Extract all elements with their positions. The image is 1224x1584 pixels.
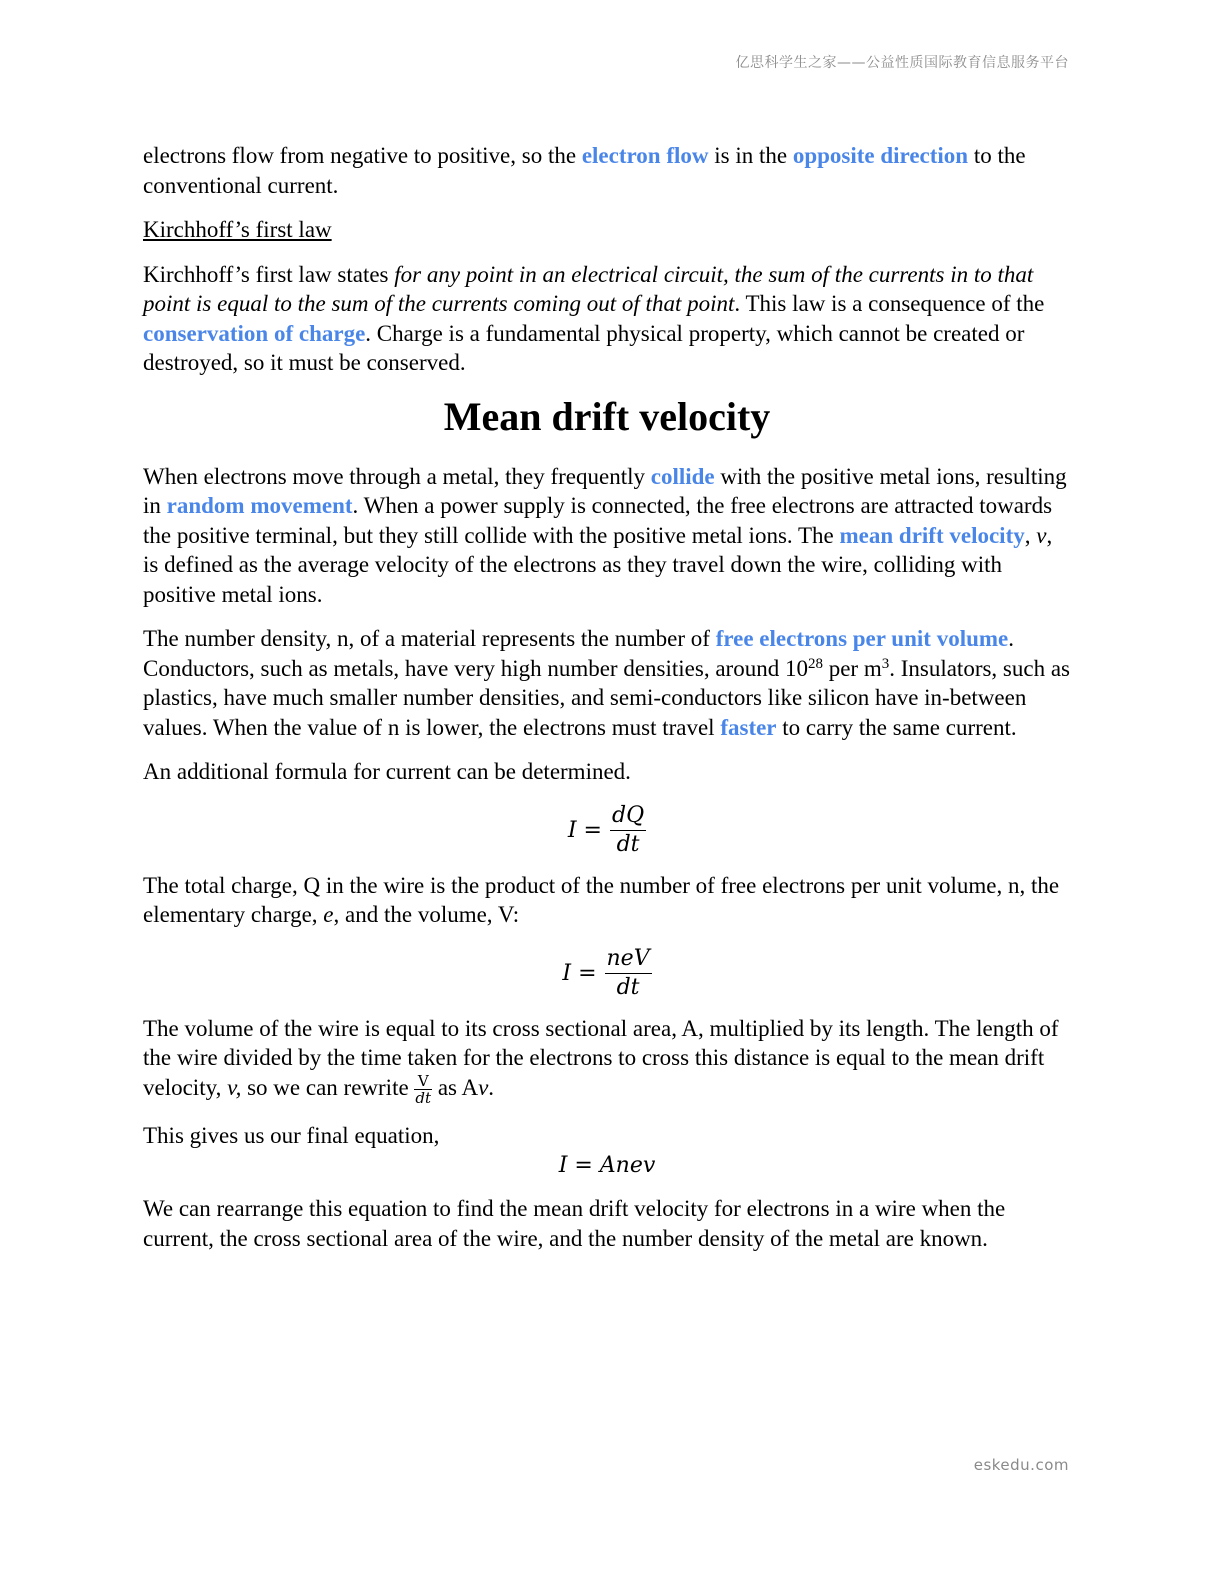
equation-final: I = Anev	[558, 1153, 656, 1179]
keyword-faster: faster	[720, 714, 777, 740]
numerator: dQ	[610, 802, 646, 831]
text-run: electrons flow from negative to positive, so the	[143, 143, 582, 168]
fraction	[610, 802, 646, 859]
equation-current-dq-dt	[143, 802, 1071, 859]
paragraph-drift-intro	[143, 462, 1071, 610]
symbol-v: v,	[227, 1074, 242, 1100]
paragraph-final-equation-intro: This gives us our final equation,	[143, 1122, 440, 1148]
text-run: The volume of the wire is equal to its cross sectional area, A, multiplied by its length. The length of the wire divided by the time taken for the electrons to cross this distance is equal to the mean drift velocity,	[143, 1015, 1059, 1100]
equation-lhs: I =	[567, 817, 602, 843]
paragraph-additional-formula: An additional formula for current can be determined.	[143, 759, 631, 784]
text-run: . Conductors, such as metals, have very high number densities, around 10	[143, 626, 1014, 681]
symbol-e: e	[323, 902, 334, 927]
text-run: Kirchhoff’s first law states	[143, 261, 395, 287]
text-run: to the conventional current.	[143, 143, 1026, 198]
text-run: is in the	[708, 143, 793, 168]
page-header: 亿思科学生之家——公益性质国际教育信息服务平台	[735, 55, 1069, 71]
text-run: ,	[1024, 522, 1037, 548]
document-body	[143, 141, 1071, 1268]
text-run: The total charge, Q in the wire is the product of the number of free electrons per unit volume, n, the elementary charge,	[143, 872, 1060, 927]
keyword-free-electrons: free electrons per unit volume	[715, 626, 1009, 651]
paragraph-kirchhoff	[143, 260, 1071, 378]
page-footer: eskedu.com	[973, 1456, 1069, 1474]
exponent: 3	[881, 655, 890, 672]
text-run: . When a power supply is connected, the free electrons are attracted towards the positive terminal, but they still collide with the positive metal ions. The	[143, 493, 1053, 548]
paragraph-volume	[143, 1014, 1071, 1106]
text-run: as A	[432, 1074, 479, 1100]
paragraph-total-charge	[143, 871, 1071, 930]
symbol-v: v	[1036, 522, 1047, 548]
text-run: with the positive metal ions, resulting in	[143, 463, 1067, 518]
subheading-text: Kirchhoff’s first law	[143, 217, 332, 242]
paragraph-rearrange: We can rearrange this equation to find the mean drift velocity for electrons in a wire when the current, the cross sectional area of the wire, and the number density of the metal are known.	[143, 1196, 1006, 1251]
denominator: dt	[616, 831, 640, 857]
text-run: The number density, n, of a material represents the number of	[143, 626, 716, 651]
denominator: dt	[616, 974, 640, 1000]
text-run: When electrons move through a metal, they frequently	[143, 463, 651, 489]
equation-current-nev-dt	[143, 945, 1071, 1002]
text-run: to carry the same current.	[776, 714, 1017, 740]
subheading-kirchhoff	[143, 215, 1071, 245]
law-statement: for any point in an electrical circuit, the sum of the currents in to that point is equal to the sum of the currents coming out of that point	[143, 261, 1034, 316]
keyword-electron-flow: electron flow	[581, 143, 709, 168]
symbol-v: v	[478, 1074, 489, 1100]
section-title: Mean drift velocity	[443, 393, 771, 439]
keyword-collide: collide	[650, 463, 715, 489]
fraction	[605, 945, 652, 1002]
keyword-random-movement: random movement	[166, 493, 353, 518]
text-run: per m	[822, 655, 882, 681]
keyword-conservation-of-charge: conservation of charge	[143, 320, 366, 346]
numerator: V	[414, 1073, 432, 1090]
text-run: , is defined as the average velocity of the electrons as they travel down the wire, colliding with positive metal ions.	[143, 522, 1053, 607]
text-run: . This law is a consequence of the	[734, 291, 1045, 316]
keyword-opposite-direction: opposite direction	[792, 143, 969, 168]
text-run: so we can rewrite	[241, 1074, 415, 1100]
text-run: .	[488, 1074, 495, 1100]
numerator: neV	[605, 945, 652, 974]
keyword-mean-drift-velocity: mean drift velocity	[839, 522, 1025, 548]
paragraph-electron-flow	[143, 141, 1071, 200]
denominator: dt	[415, 1088, 432, 1107]
text-run: . Insulators, such as plastics, have much smaller number densities, and semi-conductors like silicon have in-between values. When the value of n is lower, the electrons must travel	[143, 655, 1070, 740]
text-run: , and the volume, V:	[333, 902, 520, 927]
exponent: 28	[807, 655, 823, 672]
equation-lhs: I =	[562, 960, 597, 986]
paragraph-number-density	[143, 624, 1071, 742]
inline-fraction	[414, 1073, 432, 1106]
text-run: . Charge is a fundamental physical property, which cannot be created or destroyed, so it must be conserved.	[143, 320, 1025, 375]
